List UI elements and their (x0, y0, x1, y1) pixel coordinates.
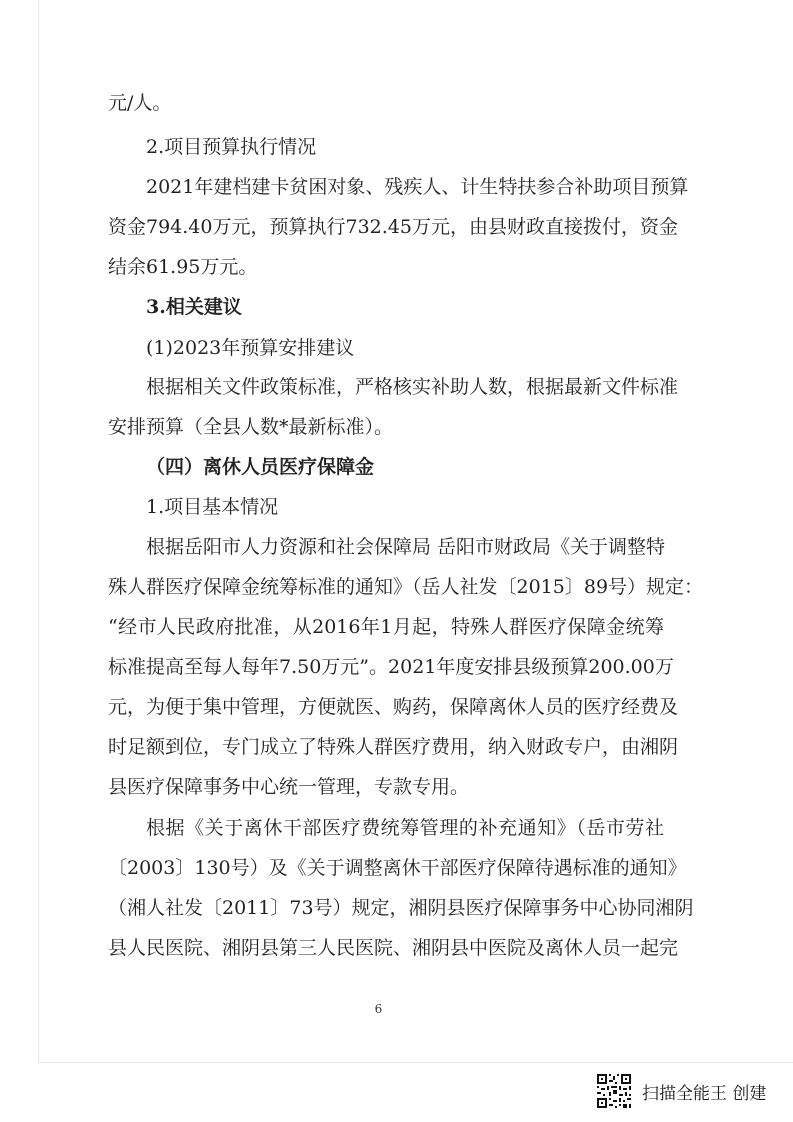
text-line: 时足额到位，专门成立了特殊人群医疗费用，纳入财政专户，由湘阴 (108, 736, 679, 758)
text-line: 县人民医院、湘阴县第三人民医院、湘阴县中医院及离休人员一起完 (108, 937, 679, 959)
section-heading: 3.相关建议 (146, 296, 242, 318)
section-heading: 2.项目预算执行情况 (146, 136, 317, 158)
text-line: （湘人社发〔2011〕73号）规定，湘阴县医疗保障事务中心协同湘阴 (108, 897, 694, 919)
text-line: 元，为便于集中管理，方便就医、购药，保障离休人员的医疗经费及 (108, 696, 679, 718)
section-heading: 1.项目基本情况 (146, 496, 279, 518)
scanner-watermark (596, 1072, 766, 1110)
text-line: 安排预算（全县人数*最新标准）。 (108, 416, 394, 438)
text-line: 根据岳阳市人力资源和社会保障局 岳阳市财政局《关于调整特 (146, 536, 666, 558)
text-line: 标准提高至每人每年7.50万元”。2021年度安排县级预算200.00万 (108, 656, 674, 678)
qr-code-icon (596, 1073, 632, 1109)
text-line: 根据相关文件政策标准，严格核实补助人数，根据最新文件标准 (146, 376, 679, 398)
text-line: 殊人群医疗保障金统筹标准的通知》（岳人社发〔2015〕89号）规定： (108, 576, 704, 598)
page-number: 6 (374, 1002, 383, 1016)
watermark-text: 扫描全能王 创建 (642, 1083, 767, 1104)
text-line: 县医疗保障事务中心统一管理，专款专用。 (108, 776, 470, 798)
text-line: 2021年建档建卡贫困对象、残疾人、计生特扶参合补助项目预算 (146, 176, 689, 198)
text-line: 结余61.95万元。 (108, 256, 258, 278)
text-line: 元/人。 (108, 92, 172, 114)
text-line: 资金794.40万元，预算执行732.45万元，由县财政直接拨付，资金 (108, 216, 678, 238)
text-line: 根据《关于离休干部医疗费统筹管理的补充通知》（岳市劳社 (146, 817, 664, 839)
text-line: 〔2003〕130号）及《关于调整离休干部医疗保障待遇标准的通知》 (108, 857, 687, 879)
text-line: “经市人民政府批准，从2016年1月起，特殊人群医疗保障金统筹 (108, 616, 664, 638)
subsection-heading: (1)2023年预算安排建议 (146, 337, 355, 359)
section-heading: （四）离休人员医疗保障金 (146, 456, 375, 478)
